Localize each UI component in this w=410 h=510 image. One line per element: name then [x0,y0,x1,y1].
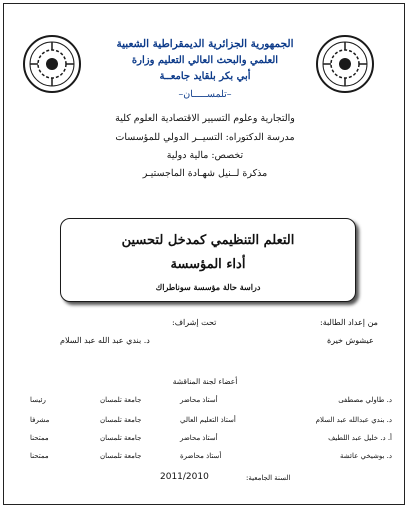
thesis-title-box [60,218,356,302]
student-name: عيشوش خيرة [327,336,374,345]
jury-member-university: جامعة تلمسان [100,434,142,442]
faculty-name: والتجارية وعلوم التسيير الاقتصادية العلوم كلية [115,113,295,124]
jury-member-role: ممتحنا [30,452,49,460]
jury-member-role: مشرفا [30,416,50,424]
university-name: أبي بكر بلقايد جامعــة [159,71,251,82]
jury-title: أعضاء لجنة المناقشة [172,377,238,386]
jury-member-role: رئيسا [30,396,46,404]
jury-member-name: د. بوشيخي عائشة [340,452,392,460]
thesis-subtitle: دراسة حالة مؤسسة سوناطراك [155,282,261,292]
jury-member-rank: أستاذ محاضر [180,396,218,404]
doctoral-school: مدرسة الدكتوراه: التسيــر الدولي للمؤسسات [115,132,295,143]
jury-member-university: جامعة تلمسان [100,416,142,424]
specialty: تخصص: مالية دولية [166,150,244,161]
jury-row [0,396,410,410]
jury-row [0,452,410,466]
supervisor-label: تحت إشراف: [172,318,217,327]
jury-member-name: د. طاولي مصطفى [338,396,392,404]
jury-member-university: جامعة تلمسان [100,396,142,404]
republic-name: الجمهورية الجزائرية الديمقراطية الشعبية [116,38,294,50]
thesis-title-line2: أداء المؤسسة [170,257,246,272]
jury-member-rank: أستاذ التعليم العالي [180,416,236,424]
city-name: –تلمســـــان– [178,89,232,100]
jury-member-rank: أستاذ محاضرة [180,452,222,460]
academic-year-value: 2011/2010 [160,472,209,482]
thesis-title-line1: التعلم التنظيمي كمدخل لتحسين [121,233,295,248]
jury-row [0,416,410,430]
jury-row [0,434,410,448]
jury-member-rank: أستاذ محاضر [180,434,218,442]
academic-year-label: السنة الجامعية: [246,474,291,482]
supervisor-name: د. بندي عبد الله عبد السلام [60,336,150,345]
degree-line: مذكرة لــنيل شهـادة الماجستيـر [142,168,268,179]
ministry-name: العلمي والبحث العالي التعليم وزارة [131,55,279,66]
jury-member-university: جامعة تلمسان [100,452,142,460]
jury-member-role: ممتحنا [30,434,49,442]
jury-member-name: د. بندي عبدالله عبد السلام [315,416,392,424]
student-label: من إعداد الطالبة: [320,318,378,327]
jury-member-name: أ. د. خليل عبد اللطيف [328,434,392,442]
